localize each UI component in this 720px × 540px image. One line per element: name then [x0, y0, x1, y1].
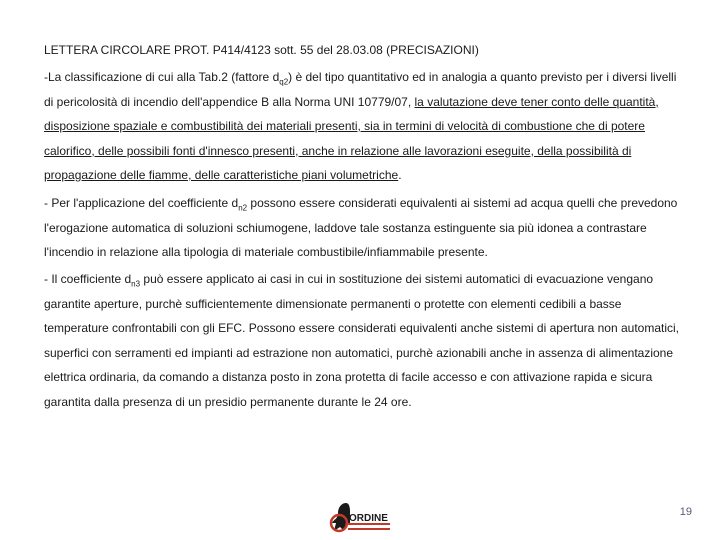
subscript: n3	[131, 279, 141, 289]
paragraph-text: - Per l'applicazione del coefficiente d	[44, 196, 239, 210]
order-logo-icon	[322, 497, 392, 539]
logo-text: ORDINE	[349, 513, 388, 524]
paragraph-classification	[44, 65, 684, 188]
paragraph-text: -La classificazione di cui alla Tab.2 (fattore d	[44, 70, 280, 84]
paragraph-dn3	[44, 267, 684, 414]
paragraph-dn2	[44, 191, 684, 265]
paragraph-text: - Il coefficiente d	[44, 272, 132, 286]
document-heading: LETTERA CIRCOLARE PROT. P414/4123 sott. 55 del 28.03.08 (PRECISAZIONI)	[44, 43, 479, 57]
underlined-text: la valutazione deve tener conto delle quantità, disposizione spaziale e combustibilità dei materiali presenti, sia in termini di velocità di combustione che di potere calorifico, delle possibili fonti d'innesco presenti, anche in relazione alle lavorazioni eseguite, della possibilità di propagazione delle fiamme, delle caratteristiche piani volumetriche	[44, 94, 659, 182]
subscript: n2	[238, 203, 248, 213]
paragraph-text: possono essere considerati equivalenti ai sistemi ad acqua quelli che prevedono l'erogazione automatica di soluzioni schiumogene, laddove tale sostanza estinguente sia più idonea a contrastare l'incendio in relazione alla tipologia di materiale combustibile/infiammabile presente.	[44, 196, 678, 259]
subscript: q2	[279, 77, 289, 87]
paragraph-text: può essere applicato ai casi in cui in sostituzione dei sistemi automatici di evacuazione vengano garantite aperture, purchè sufficientemente dimensionate permanenti o protette con elementi cedibili a basse temperature confrontabili con gli EFC. Possono essere considerati equivalenti anche sistemi di apertura non automatici, superfici con serramenti ed impianti ad estrazione non automatici, purchè azionabili anche in assenza di alimentazione elettrica ordinaria, da comando a distanza posto in zona protetta di facile accesso e con attivazione rapida e sicura garantita dalla presenza di un presidio permanente durante le 24 ore.	[44, 272, 680, 409]
page-number: 19	[679, 506, 692, 518]
paragraph-text: .	[398, 168, 402, 182]
paragraph-text: ) è del tipo quantitativo ed in analogia a quanto previsto per i diversi livelli di pericolosità di incendio dell'appendice B alla Norma UNI 10779/07,	[44, 70, 677, 109]
